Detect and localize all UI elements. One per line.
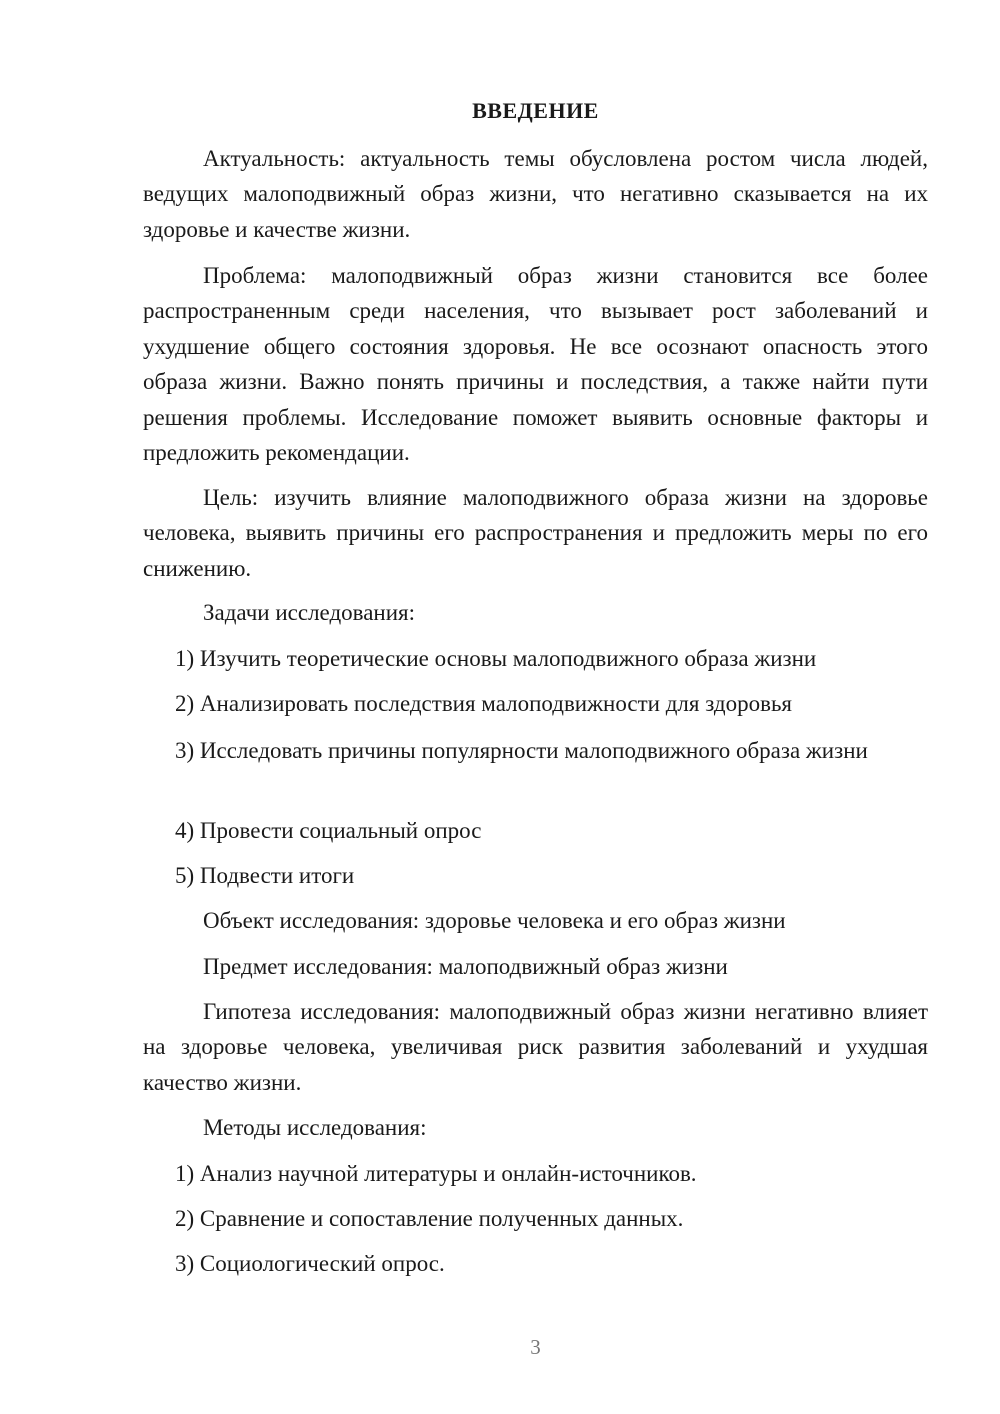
method-item-1: 1) Анализ научной литературы и онлайн-источников. — [175, 1161, 697, 1186]
goal-paragraph: Цель: изучить влияние малоподвижного образа жизни на здоровье человека, выявить причины его распространения и предложить меры по его снижению. — [143, 485, 928, 581]
method-item-2: 2) Сравнение и сопоставление полученных данных. — [175, 1206, 684, 1231]
research-object: Объект исследования: здоровье человека и его образ жизни — [203, 908, 786, 933]
methods-heading: Методы исследования: — [203, 1115, 427, 1140]
page-number: 3 — [530, 1335, 541, 1359]
task-item-1: 1) Изучить теоретические основы малоподвижного образа жизни — [175, 646, 817, 671]
research-subject: Предмет исследования: малоподвижный образ жизни — [203, 954, 728, 979]
page-title: ВВЕДЕНИЕ — [472, 98, 599, 123]
problem-paragraph: Проблема: малоподвижный образ жизни становится все более распространенным среди населения, что вызывает рост заболеваний и ухудшение общего состояния здоровья. Не все осознают опасность этого образа жизни. Важно понять причины и последствия, а также найти пути решения проблемы. Исследование поможет выявить основные факторы и предложить рекомендации. — [143, 263, 928, 466]
method-item-3: 3) Социологический опрос. — [175, 1251, 445, 1276]
tasks-heading: Задачи исследования: — [203, 600, 416, 625]
document-page — [143, 0, 928, 1414]
task-item-4: 4) Провести социальный опрос — [175, 818, 482, 843]
relevance-paragraph: Актуальность: актуальность темы обусловлена ростом числа людей, ведущих малоподвижный образ жизни, что негативно сказывается на их здоровье и качестве жизни. — [143, 146, 928, 242]
task-item-5: 5) Подвести итоги — [175, 863, 355, 888]
task-item-2: 2) Анализировать последствия малоподвижности для здоровья — [175, 691, 793, 716]
task-item-3: 3) Исследовать причины популярности малоподвижного образа жизни — [175, 738, 868, 763]
hypothesis-paragraph: Гипотеза исследования: малоподвижный образ жизни негативно влияет на здоровье человека, увеличивая риск развития заболеваний и ухудшая качество жизни. — [143, 999, 928, 1095]
